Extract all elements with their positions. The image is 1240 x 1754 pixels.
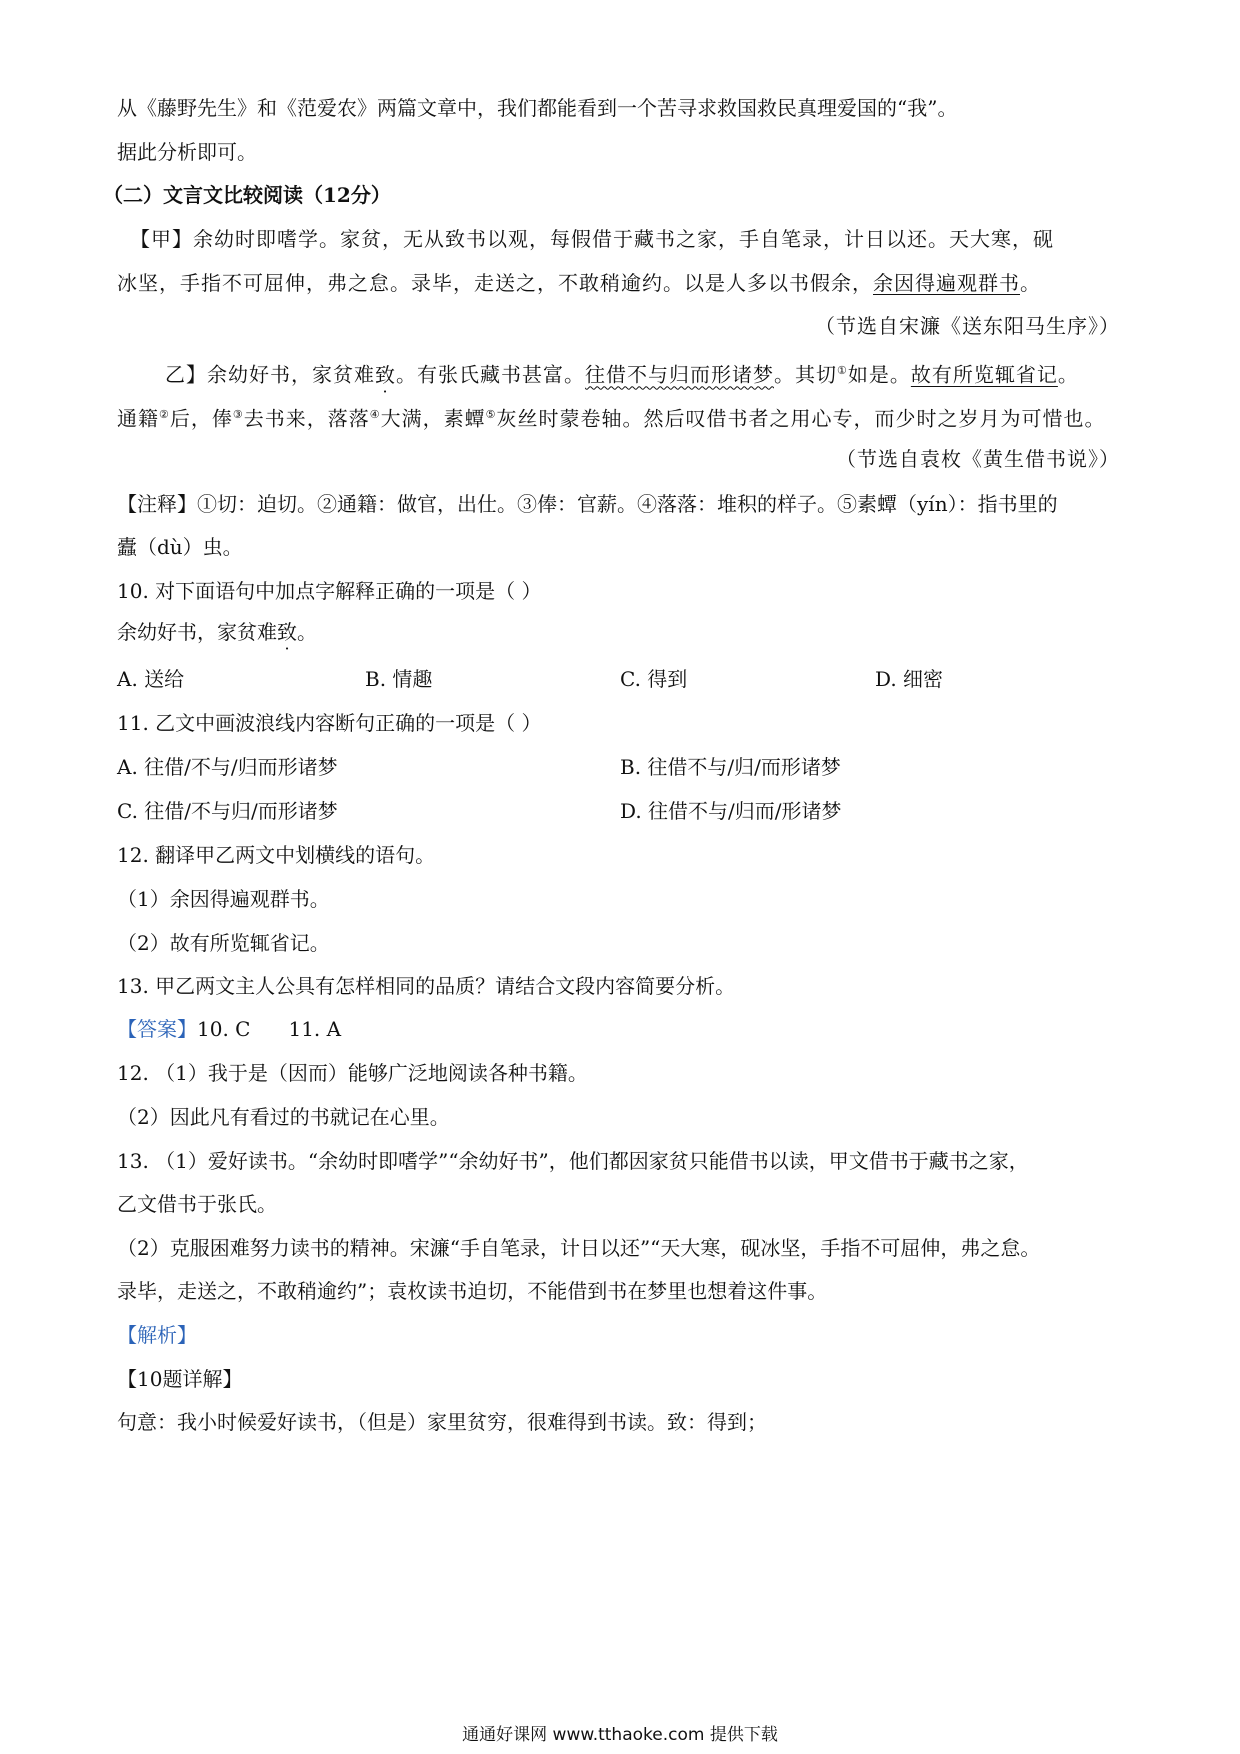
passage-b-mid3: 如是。 [847,362,911,387]
passage-b-source: （节选自袁枚《黄生借书说》） [836,447,1120,471]
footer-text: 通通好课网 www.tthaoke.com 提供下载 [462,1725,778,1745]
q12-item-1: （1）余因得遍观群书。 [117,887,330,911]
note-marker-5: ⑤ [485,408,497,421]
q10-option-b: B. 情趣 [365,667,433,691]
passage-b-start: 乙】余幼好书，家贫难 [165,362,375,387]
passage-a-underlined-sentence: 余因得遍观群书 [873,271,1020,295]
passage-a-source: （节选自宋濂《送东阳马生序》） [815,314,1120,338]
intro-line-2: 据此分析即可。 [117,140,257,164]
q10-option-c: C. 得到 [620,667,688,691]
q10-option-a: A. 送给 [117,667,185,691]
answer-13-2b: 录毕，走送之，不敢稍逾约”；袁枚读书迫切，不能借到书在梦里也想着这件事。 [117,1279,828,1303]
q10-dotted-character: 致 [277,620,297,644]
passage-b-text-b: 后，俸 [169,406,233,431]
q11-option-c: C. 往借/不与归/而形诸梦 [117,799,338,823]
passage-b-text-c: 去书来，落落 [243,406,370,431]
notes-line-2: 蠹（dù）虫。 [117,535,243,559]
answer-12-1: 12. （1）我于是（因而）能够广泛地阅读各种书籍。 [117,1061,588,1085]
passage-b-line-2 [117,400,1106,434]
note-marker-4: ④ [369,408,381,421]
answer-10: 10. C [197,1017,251,1041]
passage-b-text-d: 大满，素蟫 [380,406,486,431]
answer-12-2: （2）因此凡有看过的书就记在心里。 [117,1105,450,1129]
answer-11: 11. A [288,1017,342,1041]
passage-a-line-2 [117,268,1041,298]
q10-option-d: D. 细密 [875,667,944,691]
analysis-line-1: 句意：我小时候爱好读书，（但是）家里贫穷，很难得到书读。致：得到； [117,1410,767,1434]
note-marker-1: ① [837,364,848,377]
passage-a-end: 。 [1020,271,1041,295]
analysis-label: 【解析】 [117,1323,197,1347]
passage-a-text: 冰坚，手指不可屈伸，弗之怠。录毕，走送之，不敢稍逾约。以是人多以书假余， [117,271,873,295]
q11-option-d: D. 往借不与/归而/形诸梦 [620,799,842,823]
q12-item-2: （2）故有所览辄省记。 [117,931,330,955]
answer-label: 【答案】 [117,1017,197,1041]
passage-b-text-e: 灰丝时蒙卷轴。然后叹借书者之用心专，而少时之岁月为可惜也。 [496,406,1106,431]
q13-stem: 13. 甲乙两文主人公具有怎样相同的品质？请结合文段内容简要分析。 [117,974,736,998]
q10-sentence-start: 余幼好书，家贫难 [117,620,277,644]
q12-stem: 12. 翻译甲乙两文中划横线的语句。 [117,843,436,867]
note-marker-2: ② [159,408,170,421]
passage-a-line-1: 【甲】余幼时即嗜学。家贫，无从致书以观，每假借于藏书之家，手自笔录，计日以还。天大寒，砚 [130,227,1054,251]
q10-sentence [117,617,317,647]
intro-line-1: 从《藤野先生》和《范爱农》两篇文章中，我们都能看到一个苦寻求救国救民真理爱国的“我”。 [117,96,958,120]
q11-stem: 11. 乙文中画波浪线内容断句正确的一项是（ ） [117,711,542,735]
analysis-sub-heading: 【10题详解】 [117,1367,243,1391]
answer-13-1a: 13. （1）爱好读书。“余幼时即嗜学”“余幼好书”，他们都因家贫只能借书以读，甲文借书于藏书之家， [117,1149,1029,1173]
q11-option-b: B. 往借不与/归/而形诸梦 [620,755,841,779]
notes-line-1: 【注释】①切：迫切。②通籍：做官，出仕。③俸：官薪。④落落：堆积的样子。⑤素蟫（yín）：指书里的 [117,492,1058,516]
answer-line [117,1014,341,1044]
wavy-underlined-phrase: 往借不与归而形诸梦 [585,362,774,387]
answer-13-1b: 乙文借书于张氏。 [117,1192,277,1216]
note-marker-3: ③ [232,408,244,421]
passage-b-text-a: 通籍 [117,406,159,431]
q11-option-a: A. 往借/不与/归而形诸梦 [117,755,338,779]
passage-b-underlined-sentence: 故有所览辄省记 [910,362,1058,387]
section-title: （二）文言文比较阅读（12分） [103,183,391,207]
passage-b-mid: 。有张氏藏书甚富。 [396,362,585,387]
q10-sentence-end: 。 [297,620,317,644]
passage-b-end: 。 [1057,362,1079,387]
dotted-character: 致 [375,362,396,387]
answer-13-2a: （2）克服困难努力读书的精神。宋濂“手自笔录，计日以还”“天大寒，砚冰坚，手指不可屈伸，弗之怠。 [117,1236,1041,1260]
passage-b-line-1 [165,356,1079,390]
passage-b-mid2: 。其切 [774,362,837,387]
q10-stem: 10. 对下面语句中加点字解释正确的一项是（ ） [117,579,542,603]
